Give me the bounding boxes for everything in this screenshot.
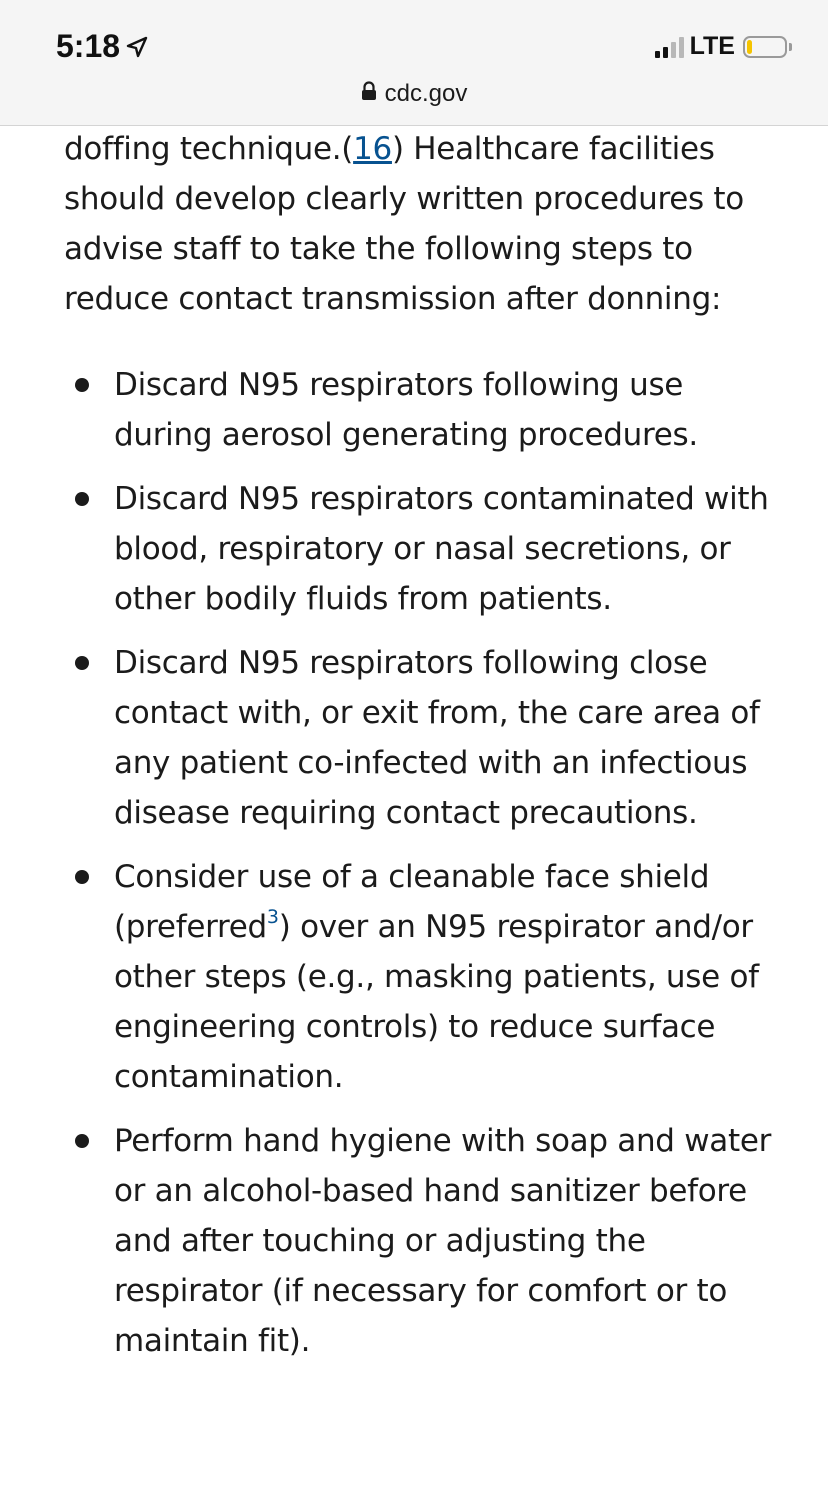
list-item-text-start: Consider use of a cleanable face shield (preferred xyxy=(114,859,710,945)
network-type-label: LTE xyxy=(689,32,735,60)
bullet-icon xyxy=(75,870,89,884)
list-item-text-end: ) over an N95 respirator and/or other steps (e.g., masking patients, use of engineering controls) to reduce surface contamination. xyxy=(114,909,759,1095)
cellular-signal-icon xyxy=(655,36,684,58)
status-time xyxy=(56,28,148,65)
reference-link-16[interactable]: 16 xyxy=(353,131,392,167)
list-item-text: Discard N95 respirators following use during aerosol generating procedures. xyxy=(114,367,698,453)
intro-text-end: ) Healthcare facilities should develop clearly written procedures to advise staff to take the following steps to reduce contact transmission after donning: xyxy=(64,131,744,317)
location-arrow-icon xyxy=(126,36,148,58)
intro-paragraph xyxy=(64,124,784,324)
browser-top-bar xyxy=(0,0,828,126)
list-item xyxy=(64,360,784,460)
bullet-icon xyxy=(75,378,89,392)
battery-icon xyxy=(743,36,787,58)
steps-list xyxy=(64,360,784,1366)
intro-text-start: doffing technique.( xyxy=(64,131,354,167)
list-item-text: Perform hand hygiene with soap and water or an alcohol-based hand sanitizer before and after touching or adjusting the respirator (if necessary for comfort or to maintain fit). xyxy=(114,1123,772,1359)
status-indicators xyxy=(655,32,792,61)
battery-cap xyxy=(789,43,792,51)
url-domain[interactable]: cdc.gov xyxy=(384,80,468,107)
bullet-icon xyxy=(75,656,89,670)
status-time-text: 5:18 xyxy=(56,28,121,64)
footnote-link-3[interactable]: 3 xyxy=(266,905,279,928)
list-item xyxy=(64,638,784,838)
address-bar[interactable] xyxy=(0,80,828,108)
list-item xyxy=(64,852,784,1102)
bullet-icon xyxy=(75,1134,89,1148)
list-item xyxy=(64,474,784,624)
article-content xyxy=(64,126,784,1380)
bullet-icon xyxy=(75,492,89,506)
list-item-text: Discard N95 respirators following close contact with, or exit from, the care area of any patient co-infected with an infectious disease requiring contact precautions. xyxy=(114,645,760,831)
list-item xyxy=(64,1116,784,1366)
list-item-text: Discard N95 respirators contaminated with blood, respiratory or nasal secretions, or other bodily fluids from patients. xyxy=(114,481,769,617)
lock-icon xyxy=(361,80,377,108)
